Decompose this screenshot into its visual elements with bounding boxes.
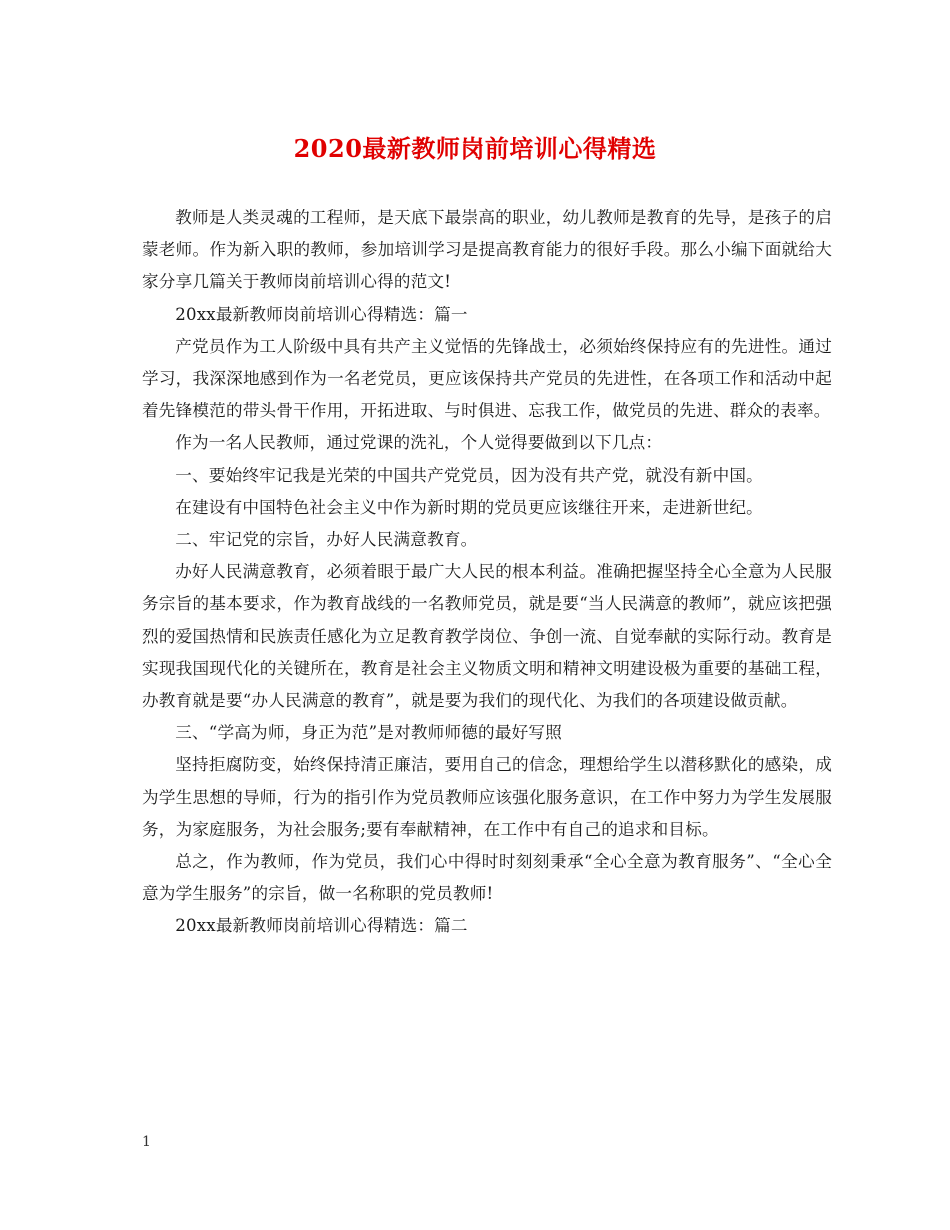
list-point-two: 二、牢记党的宗旨，办好人民满意教育。 <box>175 530 478 550</box>
document-title: 2020最新教师岗前培训心得精选 <box>293 134 657 163</box>
section-heading-part-one: 20xx最新教师岗前培训心得精选：篇一 <box>175 304 468 324</box>
paragraph: 在建设有中国特色社会主义中作为新时期的党员更应该继往开来，走进新世纪。 <box>175 497 763 517</box>
paragraph-conclusion: 总之，作为教师，作为党员，我们心中得时时刻刻秉承“全心全意为教育服务”、“全心全意为学生服务”的宗旨，做一名称职的党员教师! <box>142 852 832 904</box>
list-point-three: 三、“学高为师，身正为范”是对教师师德的最好写照 <box>175 723 563 743</box>
document-body <box>142 202 832 943</box>
paragraph: 产党员作为工人阶级中具有共产主义觉悟的先锋战士，必须始终保持应有的先进性。通过学习，我深深地感到作为一名老党员，更应该保持共产党员的先进性，在各项工作和活动中起着先锋模范的带头骨干作用，开拓进取、与时俱进、忘我工作，做党员的先进、群众的表率。 <box>142 336 832 421</box>
paragraph: 作为一名人民教师，通过党课的洗礼，个人觉得要做到以下几点： <box>175 433 663 453</box>
paragraph: 坚持拒腐防变，始终保持清正廉洁，要用自己的信念，理想给学生以潜移默化的感染，成为学生思想的导师，行为的指引作为党员教师应该强化服务意识，在工作中努力为学生发展服务，为家庭服务，为社会服务;要有奉献精神，在工作中有自己的追求和目标。 <box>142 755 832 839</box>
paragraph-intro: 教师是人类灵魂的工程师，是天底下最崇高的职业，幼儿教师是教育的先导，是孩子的启蒙老师。作为新入职的教师，参加培训学习是提高教育能力的很好手段。那么小编下面就给大家分享几篇关于教师岗前培训心得的范文! <box>142 208 832 292</box>
list-point-one: 一、要始终牢记我是光荣的中国共产党党员，因为没有共产党，就没有新中国。 <box>175 465 763 485</box>
page-number: 1 <box>142 1134 151 1150</box>
section-heading-part-two: 20xx最新教师岗前培训心得精选：篇二 <box>175 916 468 936</box>
paragraph: 办好人民满意教育，必须着眼于最广大人民的根本利益。准确把握坚持全心全意为人民服务宗旨的基本要求，作为教育战线的一名教师党员，就是要“当人民满意的教师”，就应该把强烈的爱国热情和民族责任感化为立足教育教学岗位、争创一流、自觉奉献的实际行动。教育是实现我国现代化的关键所在，教育是社会主义物质文明和精神文明建设极为重要的基础工程，办教育就是要“办人民满意的教育”，就是要为我们的现代化、为我们的各项建设做贡献。 <box>142 562 832 711</box>
